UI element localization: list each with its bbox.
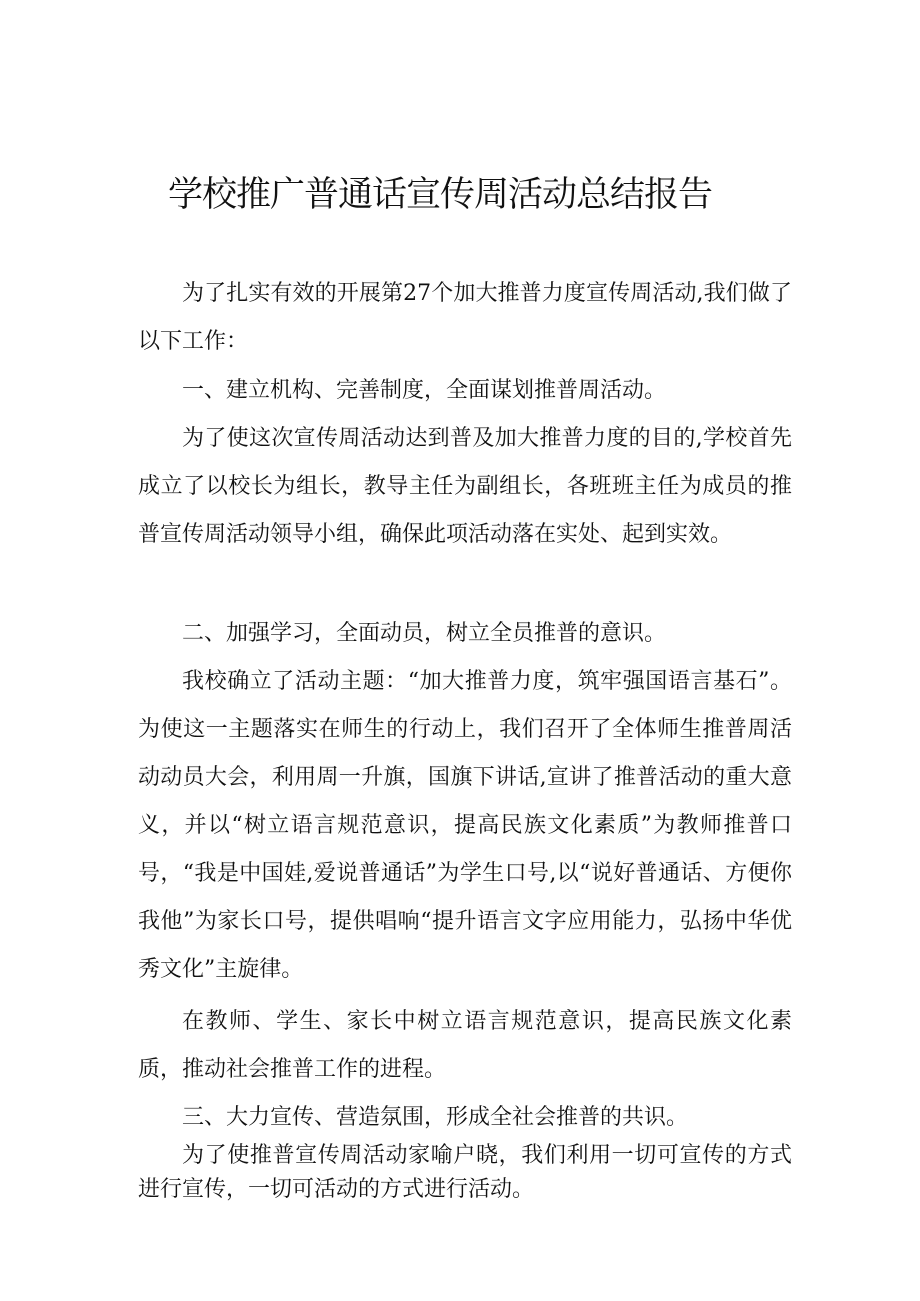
section-1-paragraph: 为了使这次宣传周活动达到普及加大推普力度的目的,学校首先成立了以校长为组长，教导主任为副组长，各班班主任为成员的推普宣传周活动领导小组，确保此项活动落在实处、起到实效。 <box>138 426 792 547</box>
document-title: 学校推广普通话宣传周活动总结报告 <box>167 175 712 215</box>
section-3-heading: 三、大力宣传、营造氛围，形成全社会推普的共识。 <box>182 1105 689 1130</box>
intro-paragraph: 为了扎实有效的开展第27个加大推普力度宣传周活动,我们做了以下工作： <box>138 281 792 354</box>
section-2-paragraph-2: 在教师、学生、家长中树立语言规范意识，提高民族文化素质，推动社会推普工作的进程。 <box>138 1009 792 1082</box>
section-3-paragraph: 为了使推普宣传周活动家喻户晓，我们利用一切可宣传的方式进行宣传，一切可活动的方式进行活动。 <box>138 1143 792 1202</box>
section-2-paragraph-1: 我校确立了活动主题：“加大推普力度，筑牢强国语言基石”。为使这一主题落实在师生的行动上，我们召开了全体师生推普周活动动员大会，利用周一升旗，国旗下讲话,宣讲了推普活动的重大意义，并以“树立语言规范意识，提高民族文化素质”为教师推普口号，“我是中国娃,爱说普通话”为学生口号,以“说好普通话、方便你我他”为家长口号，提供唱响“提升语言文字应用能力，弘扬中华优秀文化”主旋律。 <box>138 669 792 982</box>
section-2-heading: 二、加强学习，全面动员，树立全员推普的意识。 <box>182 621 667 646</box>
section-1-heading: 一、建立机构、完善制度，全面谋划推普周活动。 <box>182 378 667 403</box>
